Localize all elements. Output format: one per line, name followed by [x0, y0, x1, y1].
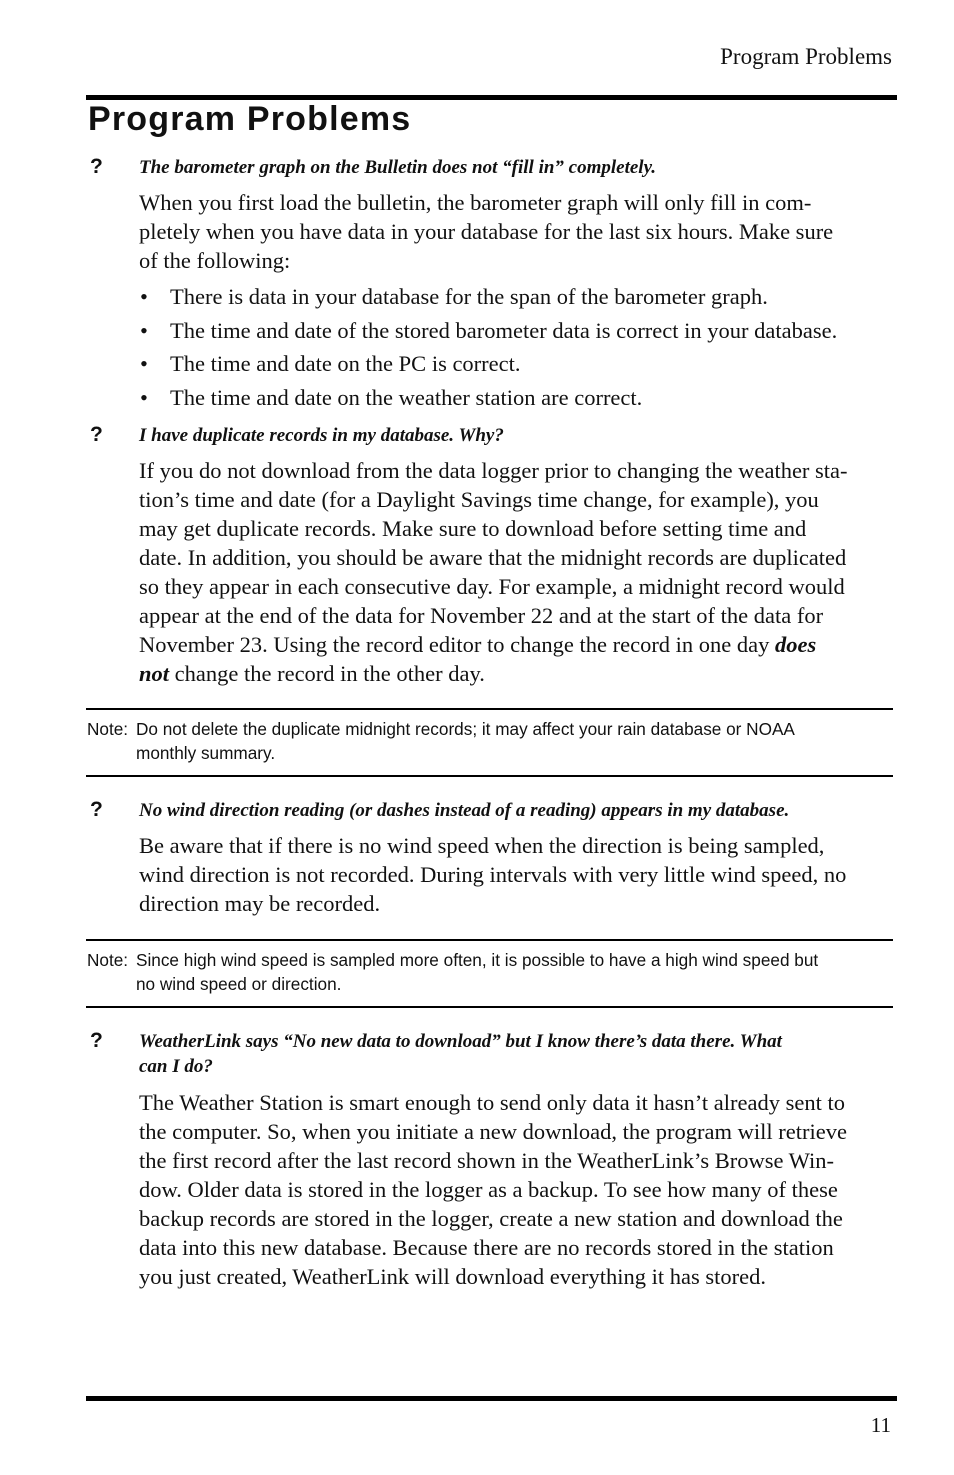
question-no-new-data: [88, 1029, 894, 1079]
checklist: [139, 283, 895, 418]
answer-text: November 23. Using the record editor to change the record in one day: [139, 632, 776, 657]
answer-line: When you first load the bulletin, the barometer graph will only fill in com-: [139, 190, 812, 215]
question-line: can I do?: [139, 1056, 213, 1077]
question-text: [139, 1029, 894, 1079]
question-text: The barometer graph on the Bulletin does not “fill in” completely.: [139, 157, 657, 178]
answer-line: Be aware that if there is no wind speed when the direction is being sampled,: [139, 833, 825, 858]
question-mark-icon: ?: [90, 155, 103, 178]
answer-line: The Weather Station is smart enough to send only data it hasn’t already sent to: [139, 1090, 845, 1115]
answer-line: If you do not download from the data logger prior to changing the weather sta-: [139, 458, 848, 483]
note-line: monthly summary.: [136, 743, 276, 763]
note-box: [86, 939, 893, 1008]
page-number: 11: [870, 1413, 891, 1437]
answer-line: may get duplicate records. Make sure to download before setting time and: [139, 516, 807, 541]
question-wind-direction: [88, 798, 894, 823]
note-line: Do not delete the duplicate midnight records; it may affect your rain database or NOAA: [136, 719, 795, 739]
answer-duplicates: [139, 456, 895, 688]
answer-line: so they appear in each consecutive day. For example, a midnight record would: [139, 574, 845, 599]
list-item: [139, 317, 895, 351]
note-body: [86, 948, 893, 996]
answer-line: data into this new database. Because there are no records stored in the station: [139, 1235, 834, 1260]
answer-line: tion’s time and date (for a Daylight Savings time change, for example), you: [139, 487, 819, 512]
list-item-text: The time and date of the stored barometer data is correct in your database.: [170, 317, 838, 343]
note-box: [86, 708, 893, 777]
note-line: Since high wind speed is sampled more often, it is possible to have a high wind speed but: [136, 950, 819, 970]
answer-line: direction may be recorded.: [139, 891, 381, 916]
answer-line: appear at the end of the data for November 22 and at the start of the data for: [139, 603, 824, 628]
answer-barometer: [139, 188, 895, 275]
bullet-glyph: •: [140, 385, 148, 411]
question-mark-icon: ?: [90, 1029, 103, 1052]
list-item: [139, 384, 895, 418]
question-barometer: [88, 155, 894, 180]
question-duplicates: [88, 423, 894, 448]
note-label: Note:: [87, 950, 129, 970]
question-mark-icon: ?: [90, 423, 103, 446]
note-line: no wind speed or direction.: [136, 974, 342, 994]
answer-wind-direction: [139, 831, 895, 918]
list-item-text: There is data in your database for the span of the barometer graph.: [170, 284, 768, 309]
question-mark-icon: ?: [90, 798, 103, 821]
bottom-rule: [86, 1396, 897, 1401]
answer-line: you just created, WeatherLink will download everything it has stored.: [139, 1264, 766, 1289]
bullet-glyph: •: [140, 351, 148, 377]
emphasis-text: not: [139, 661, 170, 686]
page-title: Program Problems: [88, 100, 412, 138]
answer-line: the first record after the last record shown in the WeatherLink’s Browse Win-: [139, 1148, 834, 1173]
answer-line: backup records are stored in the logger, create a new station and download the: [139, 1206, 843, 1231]
list-item-text: The time and date on the weather station are correct.: [170, 385, 643, 411]
note-label: Note:: [87, 719, 129, 739]
bullet-glyph: •: [140, 284, 148, 309]
answer-line: the computer. So, when you initiate a new download, the program will retrieve: [139, 1119, 847, 1144]
question-text: No wind direction reading (or dashes instead of a reading) appears in my database.: [139, 800, 790, 821]
answer-line: wind direction is not recorded. During intervals with very little wind speed, no: [139, 862, 847, 887]
list-item: [139, 283, 895, 317]
answer-no-new-data: [139, 1088, 895, 1291]
running-head: Program Problems: [720, 44, 892, 69]
answer-line: [139, 659, 895, 688]
question-line: WeatherLink says “No new data to download” but I know there’s data there. What: [139, 1031, 782, 1052]
answer-line: [139, 630, 895, 659]
answer-text: change the record in the other day.: [169, 661, 485, 686]
emphasis-text: does: [775, 632, 817, 657]
answer-line: pletely when you have data in your database for the last six hours. Make sure: [139, 219, 834, 244]
bullet-glyph: •: [140, 317, 148, 343]
list-item: [139, 350, 895, 384]
note-body: [86, 717, 893, 765]
answer-line: dow. Older data is stored in the logger as a backup. To see how many of these: [139, 1177, 838, 1202]
list-item-text: The time and date on the PC is correct.: [170, 351, 521, 377]
question-text: I have duplicate records in my database. Why?: [139, 425, 504, 446]
answer-line: date. In addition, you should be aware that the midnight records are duplicated: [139, 545, 847, 570]
answer-line: of the following:: [139, 248, 291, 273]
